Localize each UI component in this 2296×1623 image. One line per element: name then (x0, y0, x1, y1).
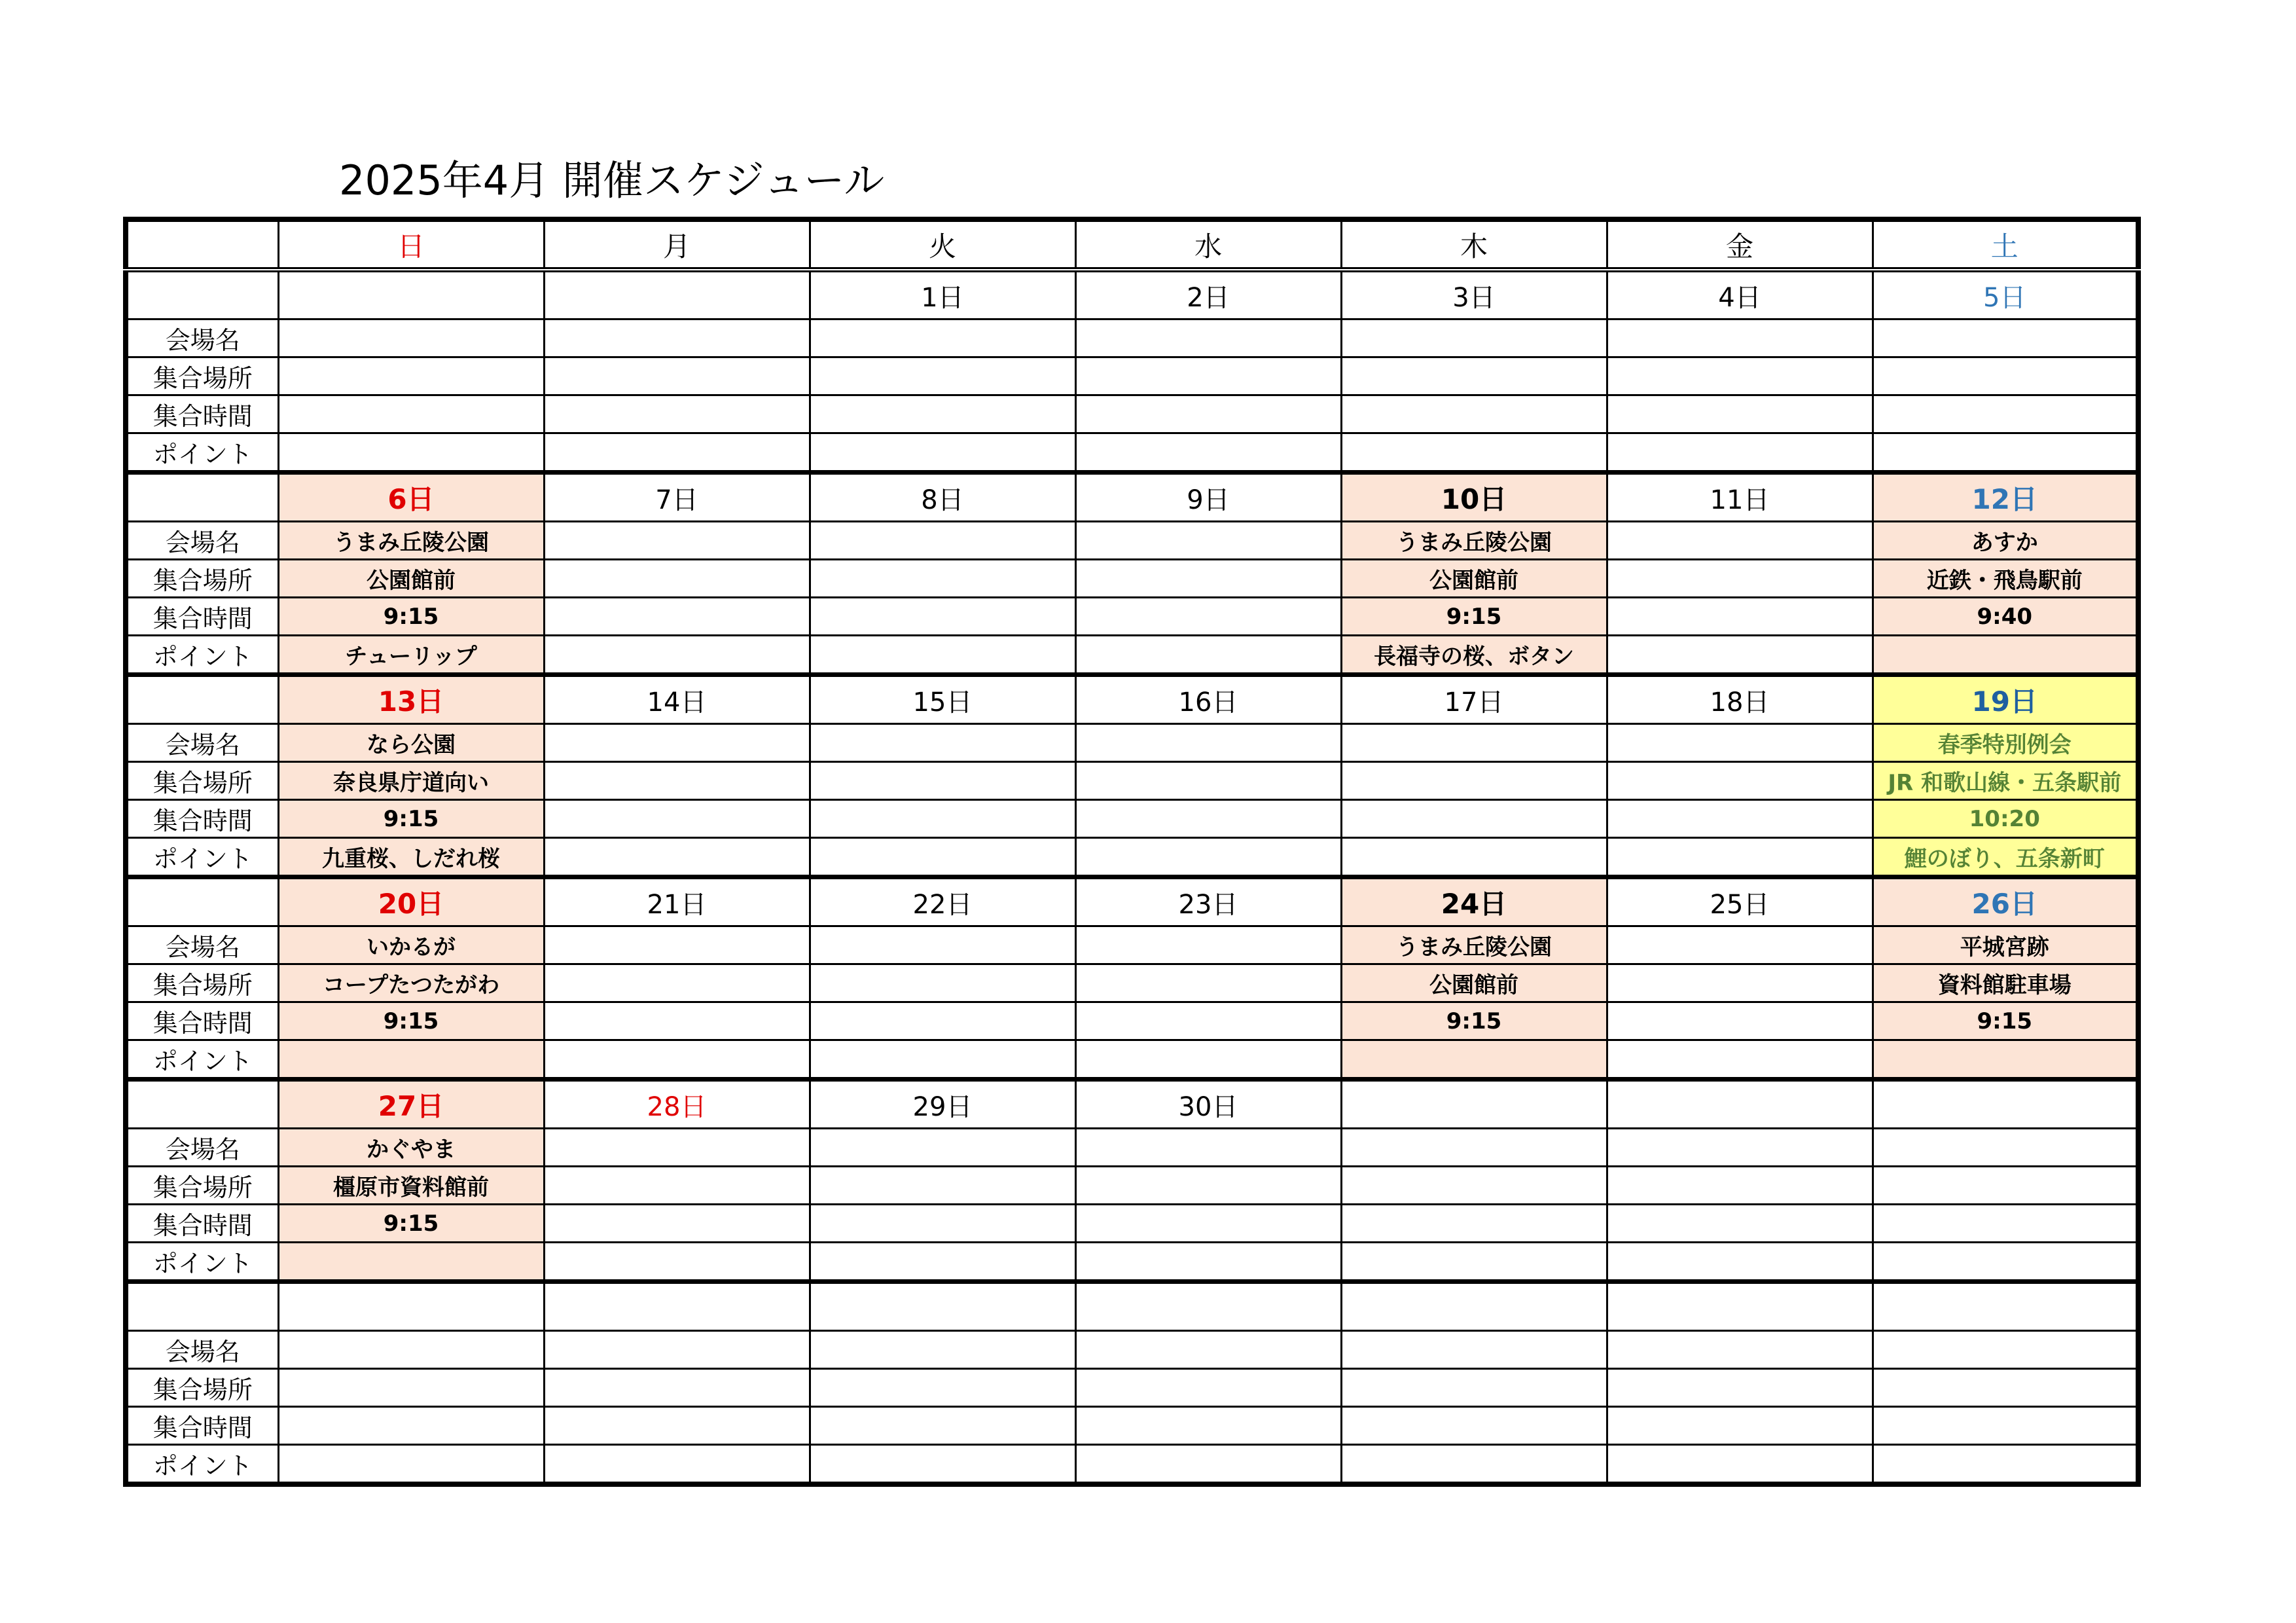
venue-cell (1607, 522, 1873, 560)
point-cell (1607, 1243, 1873, 1282)
venue-cell (1075, 926, 1341, 964)
point-cell (1607, 1040, 1873, 1080)
meeting-time-cell (1075, 395, 1341, 433)
meeting-time-cell (1607, 1205, 1873, 1243)
row-label-venue: 会場名 (126, 926, 278, 964)
week-meeting-time-row (126, 598, 2138, 636)
row-label-point: ポイント (126, 838, 278, 877)
meeting-place-cell (544, 762, 810, 800)
date-cell (1075, 1282, 1341, 1331)
meeting-place-cell: JR 和歌山線・五条駅前 (1873, 762, 2138, 800)
date-cell: 6日 (278, 473, 544, 522)
point-cell (810, 433, 1075, 473)
venue-cell (1607, 319, 1873, 357)
venue-cell: うまみ丘陵公園 (278, 522, 544, 560)
point-cell: 九重桜、しだれ桜 (278, 838, 544, 877)
meeting-place-cell: 公園館前 (1341, 560, 1607, 598)
venue-cell (1607, 1331, 1873, 1369)
date-cell (1873, 1080, 2138, 1129)
venue-cell (1075, 319, 1341, 357)
date-cell: 15日 (810, 675, 1075, 724)
meeting-time-cell (1873, 1205, 2138, 1243)
week-venue-row (126, 1129, 2138, 1167)
point-cell (1607, 433, 1873, 473)
date-cell (1607, 1282, 1873, 1331)
venue-cell (544, 522, 810, 560)
point-cell (544, 1445, 810, 1485)
point-cell (1075, 636, 1341, 675)
point-cell (1075, 433, 1341, 473)
meeting-time-cell (1341, 395, 1607, 433)
point-cell (1607, 1445, 1873, 1485)
meeting-place-cell (1341, 762, 1607, 800)
meeting-place-cell (1873, 1167, 2138, 1205)
venue-cell (1341, 319, 1607, 357)
meeting-place-cell: 近鉄・飛鳥駅前 (1873, 560, 2138, 598)
point-cell (544, 1243, 810, 1282)
meeting-place-cell: 奈良県庁道向い (278, 762, 544, 800)
point-cell (1075, 838, 1341, 877)
meeting-place-cell (1075, 762, 1341, 800)
row-label-meeting-time: 集合時間 (126, 395, 278, 433)
venue-cell (278, 1331, 544, 1369)
meeting-place-cell: 橿原市資料館前 (278, 1167, 544, 1205)
row-label-meeting-place: 集合場所 (126, 964, 278, 1002)
point-cell (544, 433, 810, 473)
meeting-place-cell (810, 1167, 1075, 1205)
date-cell (1873, 1282, 2138, 1331)
week-date-row (126, 877, 2138, 926)
venue-cell (1607, 1129, 1873, 1167)
meeting-place-cell (1075, 357, 1341, 395)
date-cell (1607, 1080, 1873, 1129)
meeting-time-cell (1873, 395, 2138, 433)
meeting-time-cell: 9:15 (1873, 1002, 2138, 1040)
meeting-place-cell (1341, 1369, 1607, 1407)
venue-cell (810, 926, 1075, 964)
venue-cell: あすか (1873, 522, 2138, 560)
venue-cell (1873, 1331, 2138, 1369)
venue-cell (544, 724, 810, 762)
point-cell: 鯉のぼり、五条新町 (1873, 838, 2138, 877)
meeting-time-cell: 9:15 (278, 1205, 544, 1243)
row-label-point: ポイント (126, 1445, 278, 1485)
row-label-venue: 会場名 (126, 319, 278, 357)
date-cell: 16日 (1075, 675, 1341, 724)
meeting-place-cell (810, 1369, 1075, 1407)
meeting-time-cell (1075, 1407, 1341, 1445)
date-cell: 21日 (544, 877, 810, 926)
meeting-place-cell: 資料館駐車場 (1873, 964, 2138, 1002)
date-cell: 27日 (278, 1080, 544, 1129)
date-cell (278, 1282, 544, 1331)
point-cell (1341, 1243, 1607, 1282)
week-venue-row (126, 522, 2138, 560)
meeting-time-cell (1607, 598, 1873, 636)
meeting-place-cell (1341, 357, 1607, 395)
point-cell (1341, 838, 1607, 877)
date-cell: 1日 (810, 270, 1075, 319)
meeting-place-cell: コープたつたがわ (278, 964, 544, 1002)
venue-cell: うまみ丘陵公園 (1341, 926, 1607, 964)
point-cell (1873, 1040, 2138, 1080)
week-meeting-time-row (126, 395, 2138, 433)
meeting-place-cell (810, 762, 1075, 800)
week-point-row (126, 1243, 2138, 1282)
weekday-thursday: 木 (1341, 219, 1607, 270)
venue-cell (544, 926, 810, 964)
week-date-row (126, 473, 2138, 522)
weekday-saturday: 土 (1873, 219, 2138, 270)
week-date-row (126, 1282, 2138, 1331)
date-row-label (126, 1282, 278, 1331)
week-point-row (126, 1445, 2138, 1485)
date-cell: 25日 (1607, 877, 1873, 926)
week-point-row (126, 636, 2138, 675)
weekday-wednesday: 水 (1075, 219, 1341, 270)
meeting-place-cell: 公園館前 (278, 560, 544, 598)
meeting-time-cell (544, 1002, 810, 1040)
meeting-place-cell (1607, 762, 1873, 800)
meeting-place-cell (544, 560, 810, 598)
date-cell (1341, 1080, 1607, 1129)
venue-cell (1341, 1331, 1607, 1369)
row-label-meeting-time: 集合時間 (126, 1002, 278, 1040)
meeting-place-cell (1075, 560, 1341, 598)
meeting-time-cell (1075, 1002, 1341, 1040)
meeting-place-cell (1607, 357, 1873, 395)
meeting-time-cell (1075, 598, 1341, 636)
date-row-label (126, 473, 278, 522)
date-cell: 11日 (1607, 473, 1873, 522)
date-cell: 30日 (1075, 1080, 1341, 1129)
point-cell (1873, 433, 2138, 473)
venue-cell (1341, 1129, 1607, 1167)
row-label-point: ポイント (126, 636, 278, 675)
week-venue-row (126, 319, 2138, 357)
point-cell: チューリップ (278, 636, 544, 675)
week-meeting-place-row (126, 964, 2138, 1002)
row-label-meeting-place: 集合場所 (126, 357, 278, 395)
date-cell: 28日 (544, 1080, 810, 1129)
point-cell (1873, 1445, 2138, 1485)
meeting-time-cell (1607, 800, 1873, 838)
weekday-header-row (126, 219, 2138, 270)
meeting-time-cell (810, 395, 1075, 433)
date-row-label (126, 675, 278, 724)
meeting-time-cell (278, 1407, 544, 1445)
venue-cell: 春季特別例会 (1873, 724, 2138, 762)
weekday-sunday: 日 (278, 219, 544, 270)
row-label-meeting-place: 集合場所 (126, 1167, 278, 1205)
point-cell (278, 1040, 544, 1080)
date-cell: 19日 (1873, 675, 2138, 724)
date-cell: 4日 (1607, 270, 1873, 319)
point-cell (1341, 1040, 1607, 1080)
point-cell (1873, 1243, 2138, 1282)
date-cell: 29日 (810, 1080, 1075, 1129)
page-title: 2025年4月 開催スケジュール (339, 156, 885, 204)
date-cell: 20日 (278, 877, 544, 926)
point-cell (810, 838, 1075, 877)
meeting-time-cell: 9:15 (1341, 598, 1607, 636)
row-label-meeting-place: 集合場所 (126, 560, 278, 598)
point-cell (810, 636, 1075, 675)
meeting-place-cell: 公園館前 (1341, 964, 1607, 1002)
venue-cell: 平城宮跡 (1873, 926, 2138, 964)
point-cell (278, 1243, 544, 1282)
row-label-point: ポイント (126, 433, 278, 473)
weekday-tuesday: 火 (810, 219, 1075, 270)
meeting-time-cell (810, 1002, 1075, 1040)
venue-cell (810, 1129, 1075, 1167)
point-cell (1607, 838, 1873, 877)
venue-cell (810, 319, 1075, 357)
date-cell (810, 1282, 1075, 1331)
meeting-time-cell (1341, 800, 1607, 838)
meeting-place-cell (1075, 1167, 1341, 1205)
date-cell: 24日 (1341, 877, 1607, 926)
meeting-place-cell (278, 357, 544, 395)
date-cell: 2日 (1075, 270, 1341, 319)
week-date-row (126, 270, 2138, 319)
point-cell (810, 1040, 1075, 1080)
date-row-label (126, 270, 278, 319)
meeting-time-cell: 9:15 (278, 598, 544, 636)
point-cell (1075, 1445, 1341, 1485)
meeting-time-cell (544, 395, 810, 433)
meeting-place-cell (1607, 964, 1873, 1002)
point-cell (278, 433, 544, 473)
venue-cell (810, 522, 1075, 560)
venue-cell (1341, 724, 1607, 762)
venue-cell (1075, 522, 1341, 560)
meeting-time-cell (544, 800, 810, 838)
meeting-place-cell (810, 560, 1075, 598)
date-cell: 7日 (544, 473, 810, 522)
point-cell: 長福寺の桜、ボタン (1341, 636, 1607, 675)
point-cell (1341, 433, 1607, 473)
meeting-time-cell (544, 1407, 810, 1445)
meeting-place-cell (1873, 1369, 2138, 1407)
date-row-label (126, 1080, 278, 1129)
meeting-place-cell (1075, 964, 1341, 1002)
venue-cell (810, 1331, 1075, 1369)
point-cell (1607, 636, 1873, 675)
meeting-time-cell (1341, 1407, 1607, 1445)
meeting-time-cell (810, 1205, 1075, 1243)
venue-cell (1075, 1331, 1341, 1369)
week-venue-row (126, 1331, 2138, 1369)
venue-cell: かぐやま (278, 1129, 544, 1167)
meeting-time-cell: 9:15 (278, 1002, 544, 1040)
point-cell (1075, 1040, 1341, 1080)
venue-cell (544, 319, 810, 357)
venue-cell (1075, 724, 1341, 762)
weekday-friday: 金 (1607, 219, 1873, 270)
point-cell (810, 1243, 1075, 1282)
meeting-time-cell: 9:15 (278, 800, 544, 838)
point-cell (1341, 1445, 1607, 1485)
date-cell: 8日 (810, 473, 1075, 522)
week-meeting-time-row (126, 1407, 2138, 1445)
week-point-row (126, 433, 2138, 473)
venue-cell (544, 1331, 810, 1369)
week-point-row (126, 1040, 2138, 1080)
row-label-meeting-place: 集合場所 (126, 1369, 278, 1407)
meeting-time-cell (1607, 395, 1873, 433)
date-cell: 18日 (1607, 675, 1873, 724)
row-label-venue: 会場名 (126, 1331, 278, 1369)
meeting-place-cell (278, 1369, 544, 1407)
week-date-row (126, 1080, 2138, 1129)
point-cell (1075, 1243, 1341, 1282)
date-cell: 26日 (1873, 877, 2138, 926)
date-cell (1341, 1282, 1607, 1331)
meeting-place-cell (544, 1167, 810, 1205)
date-cell: 3日 (1341, 270, 1607, 319)
date-cell: 9日 (1075, 473, 1341, 522)
venue-cell (278, 319, 544, 357)
week-venue-row (126, 724, 2138, 762)
row-label-meeting-time: 集合時間 (126, 1205, 278, 1243)
venue-cell (1075, 1129, 1341, 1167)
meeting-time-cell (1607, 1002, 1873, 1040)
week-meeting-time-row (126, 800, 2138, 838)
meeting-place-cell (1873, 357, 2138, 395)
meeting-time-cell: 9:15 (1341, 1002, 1607, 1040)
row-label-venue: 会場名 (126, 724, 278, 762)
week-meeting-place-row (126, 762, 2138, 800)
row-label-meeting-time: 集合時間 (126, 800, 278, 838)
row-label-meeting-place: 集合場所 (126, 762, 278, 800)
point-cell (1873, 636, 2138, 675)
point-cell (544, 838, 810, 877)
week-meeting-place-row (126, 560, 2138, 598)
meeting-time-cell: 10:20 (1873, 800, 2138, 838)
week-meeting-time-row (126, 1205, 2138, 1243)
point-cell (278, 1445, 544, 1485)
week-meeting-place-row (126, 1167, 2138, 1205)
row-label-meeting-time: 集合時間 (126, 598, 278, 636)
meeting-time-cell (544, 1205, 810, 1243)
date-cell (544, 1282, 810, 1331)
week-venue-row (126, 926, 2138, 964)
meeting-place-cell (1607, 1167, 1873, 1205)
row-label-venue: 会場名 (126, 522, 278, 560)
row-label-point: ポイント (126, 1243, 278, 1282)
venue-cell (544, 1129, 810, 1167)
date-cell: 17日 (1341, 675, 1607, 724)
meeting-place-cell (810, 357, 1075, 395)
meeting-place-cell (1607, 560, 1873, 598)
weekday-monday: 月 (544, 219, 810, 270)
meeting-time-cell (810, 598, 1075, 636)
week-meeting-time-row (126, 1002, 2138, 1040)
date-cell: 22日 (810, 877, 1075, 926)
meeting-time-cell (810, 1407, 1075, 1445)
meeting-time-cell (1075, 800, 1341, 838)
meeting-time-cell (810, 800, 1075, 838)
row-label-point: ポイント (126, 1040, 278, 1080)
meeting-place-cell (544, 357, 810, 395)
meeting-place-cell (810, 964, 1075, 1002)
venue-cell: いかるが (278, 926, 544, 964)
meeting-place-cell (544, 964, 810, 1002)
week-date-row (126, 675, 2138, 724)
point-cell (810, 1445, 1075, 1485)
venue-cell (810, 724, 1075, 762)
meeting-time-cell (278, 395, 544, 433)
date-cell (278, 270, 544, 319)
date-cell: 23日 (1075, 877, 1341, 926)
venue-cell (1607, 724, 1873, 762)
meeting-time-cell (1075, 1205, 1341, 1243)
date-cell: 14日 (544, 675, 810, 724)
date-cell: 12日 (1873, 473, 2138, 522)
venue-cell: うまみ丘陵公園 (1341, 522, 1607, 560)
header-corner-cell (126, 219, 278, 270)
meeting-time-cell (1607, 1407, 1873, 1445)
venue-cell (1873, 1129, 2138, 1167)
point-cell (544, 1040, 810, 1080)
date-cell (544, 270, 810, 319)
point-cell (544, 636, 810, 675)
date-row-label (126, 877, 278, 926)
meeting-place-cell (1075, 1369, 1341, 1407)
venue-cell (1873, 319, 2138, 357)
row-label-venue: 会場名 (126, 1129, 278, 1167)
schedule-calendar (123, 217, 2141, 1487)
venue-cell (1607, 926, 1873, 964)
date-cell: 10日 (1341, 473, 1607, 522)
meeting-place-cell (544, 1369, 810, 1407)
meeting-place-cell (1607, 1369, 1873, 1407)
week-meeting-place-row (126, 1369, 2138, 1407)
week-point-row (126, 838, 2138, 877)
meeting-time-cell: 9:40 (1873, 598, 2138, 636)
date-cell: 5日 (1873, 270, 2138, 319)
week-meeting-place-row (126, 357, 2138, 395)
meeting-place-cell (1341, 1167, 1607, 1205)
meeting-time-cell (1341, 1205, 1607, 1243)
venue-cell: なら公園 (278, 724, 544, 762)
date-cell: 13日 (278, 675, 544, 724)
row-label-meeting-time: 集合時間 (126, 1407, 278, 1445)
meeting-time-cell (544, 598, 810, 636)
meeting-time-cell (1873, 1407, 2138, 1445)
